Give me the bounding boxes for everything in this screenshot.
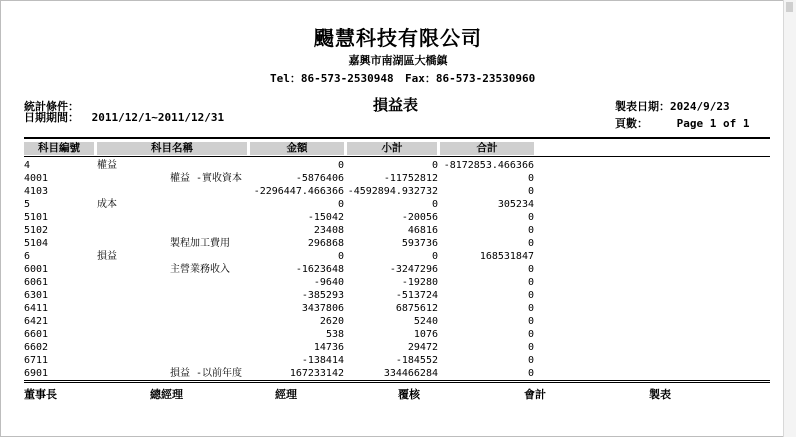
page-label: 頁數： bbox=[615, 117, 648, 130]
sign-general-manager: 總經理 bbox=[150, 388, 183, 401]
cell-code: 6601 bbox=[24, 329, 49, 340]
page-value: Page 1 of 1 bbox=[676, 117, 750, 130]
sign-manager: 經理 bbox=[275, 388, 297, 401]
cell-name: 損益 -以前年度 bbox=[170, 368, 243, 379]
cell-total: 0 bbox=[527, 303, 534, 314]
sign-chairman: 董事長 bbox=[24, 388, 57, 401]
cell-amount: 0 bbox=[337, 160, 344, 171]
tel-line bbox=[270, 70, 394, 86]
cell-subtotal: 593736 bbox=[401, 238, 438, 249]
cell-total: 0 bbox=[527, 329, 534, 340]
cell-subtotal: 0 bbox=[431, 160, 438, 171]
cell-code: 4 bbox=[24, 160, 31, 171]
cell-subtotal: 6875612 bbox=[395, 303, 438, 314]
cell-subtotal: 46816 bbox=[407, 225, 438, 236]
cell-subtotal: 334466284 bbox=[383, 368, 438, 379]
print-date-line bbox=[615, 98, 730, 114]
cell-amount: 3437806 bbox=[301, 303, 344, 314]
report-title: 損益表 bbox=[373, 96, 419, 114]
cell-subtotal: 0 bbox=[431, 251, 438, 262]
cell-code: 5104 bbox=[24, 238, 49, 249]
condition-label: 統計條件： bbox=[24, 100, 79, 113]
footer-rule-1 bbox=[24, 380, 770, 381]
cell-total: 0 bbox=[527, 290, 534, 301]
cell-code: 4001 bbox=[24, 173, 49, 184]
cell-total: 0 bbox=[527, 186, 534, 197]
cell-total: 305234 bbox=[497, 199, 534, 210]
cell-subtotal: 5240 bbox=[413, 316, 438, 327]
cell-subtotal: -3247296 bbox=[389, 264, 438, 275]
col-header-name: 科目名稱 bbox=[97, 142, 247, 155]
cell-code: 6 bbox=[24, 251, 31, 262]
cell-name: 成本 bbox=[97, 199, 117, 210]
page-line bbox=[615, 115, 749, 131]
cell-amount: -9640 bbox=[313, 277, 344, 288]
cell-amount: 296868 bbox=[307, 238, 344, 249]
cell-total: 0 bbox=[527, 173, 534, 184]
cell-code: 6602 bbox=[24, 342, 49, 353]
cell-subtotal: -20056 bbox=[401, 212, 438, 223]
period-label: 日期期間： bbox=[24, 111, 79, 124]
col-header-amount: 金額 bbox=[250, 142, 344, 155]
sign-reviewer: 覆核 bbox=[398, 388, 420, 401]
fax-line bbox=[405, 70, 535, 86]
cell-code: 6901 bbox=[24, 368, 49, 379]
cell-code: 5101 bbox=[24, 212, 49, 223]
cell-total: 0 bbox=[527, 316, 534, 327]
cell-amount: 23408 bbox=[313, 225, 344, 236]
cell-code: 6711 bbox=[24, 355, 49, 366]
cell-total: 0 bbox=[527, 212, 534, 223]
header-top-rule bbox=[24, 137, 770, 139]
cell-total: 168531847 bbox=[479, 251, 534, 262]
cell-code: 6421 bbox=[24, 316, 49, 327]
cell-total: 0 bbox=[527, 342, 534, 353]
cell-subtotal: -184552 bbox=[395, 355, 438, 366]
tel-label: Tel： bbox=[270, 72, 301, 85]
cell-amount: 0 bbox=[337, 251, 344, 262]
print-date-label: 製表日期： bbox=[615, 100, 670, 113]
cell-total: 0 bbox=[527, 277, 534, 288]
company-address: 嘉興市南湖區大橋鎮 bbox=[348, 54, 448, 67]
cell-code: 6301 bbox=[24, 290, 49, 301]
cell-total: 0 bbox=[527, 225, 534, 236]
tel-value: 86-573-2530948 bbox=[300, 72, 394, 85]
cell-name: 製程加工費用 bbox=[170, 238, 230, 249]
cell-total: 0 bbox=[527, 264, 534, 275]
cell-amount: -1623648 bbox=[295, 264, 344, 275]
cell-name: 主營業務收入 bbox=[170, 264, 230, 275]
cell-subtotal: -4592894.932732 bbox=[347, 186, 438, 197]
cell-name: 權益 -實收資本 bbox=[170, 173, 243, 184]
print-date-value: 2024/9/23 bbox=[670, 100, 730, 113]
cell-amount: 538 bbox=[325, 329, 344, 340]
footer-rule-2 bbox=[24, 382, 770, 383]
period-line bbox=[24, 109, 224, 125]
cell-amount: -15042 bbox=[307, 212, 344, 223]
cell-name: 權益 bbox=[97, 160, 117, 171]
fax-value: 86-573-23530960 bbox=[435, 72, 536, 85]
fax-label: Fax： bbox=[405, 72, 436, 85]
cell-amount: 0 bbox=[337, 199, 344, 210]
sign-preparer: 製表 bbox=[649, 388, 671, 401]
cell-subtotal: 29472 bbox=[407, 342, 438, 353]
cell-total: 0 bbox=[527, 368, 534, 379]
cell-amount: -138414 bbox=[301, 355, 344, 366]
cell-subtotal: -11752812 bbox=[383, 173, 438, 184]
col-header-code: 科目編號 bbox=[24, 142, 94, 155]
cell-total: 0 bbox=[527, 355, 534, 366]
cell-amount: -5876406 bbox=[295, 173, 344, 184]
scrollbar-thumb[interactable] bbox=[786, 2, 793, 12]
cell-subtotal: 0 bbox=[431, 199, 438, 210]
header-bottom-rule bbox=[24, 156, 770, 157]
cell-code: 5 bbox=[24, 199, 31, 210]
cell-code: 5102 bbox=[24, 225, 49, 236]
cell-code: 6411 bbox=[24, 303, 49, 314]
cell-name: 損益 bbox=[97, 251, 117, 262]
cell-total: -8172853.466366 bbox=[443, 160, 534, 171]
cell-amount: -2296447.466366 bbox=[253, 186, 344, 197]
company-name: 颺慧科技有限公司 bbox=[314, 26, 482, 50]
period-value: 2011/12/1~2011/12/31 bbox=[91, 111, 225, 124]
cell-amount: 14736 bbox=[313, 342, 344, 353]
cell-code: 6001 bbox=[24, 264, 49, 275]
cell-total: 0 bbox=[527, 238, 534, 249]
cell-subtotal: -513724 bbox=[395, 290, 438, 301]
cell-subtotal: -19280 bbox=[401, 277, 438, 288]
cell-subtotal: 1076 bbox=[413, 329, 438, 340]
col-header-subtotal: 小計 bbox=[347, 142, 437, 155]
col-header-total: 合計 bbox=[440, 142, 534, 155]
sign-accountant: 會計 bbox=[524, 388, 546, 401]
cell-amount: -385293 bbox=[301, 290, 344, 301]
cell-amount: 167233142 bbox=[289, 368, 344, 379]
cell-code: 4103 bbox=[24, 186, 49, 197]
cell-amount: 2620 bbox=[319, 316, 344, 327]
cell-code: 6061 bbox=[24, 277, 49, 288]
